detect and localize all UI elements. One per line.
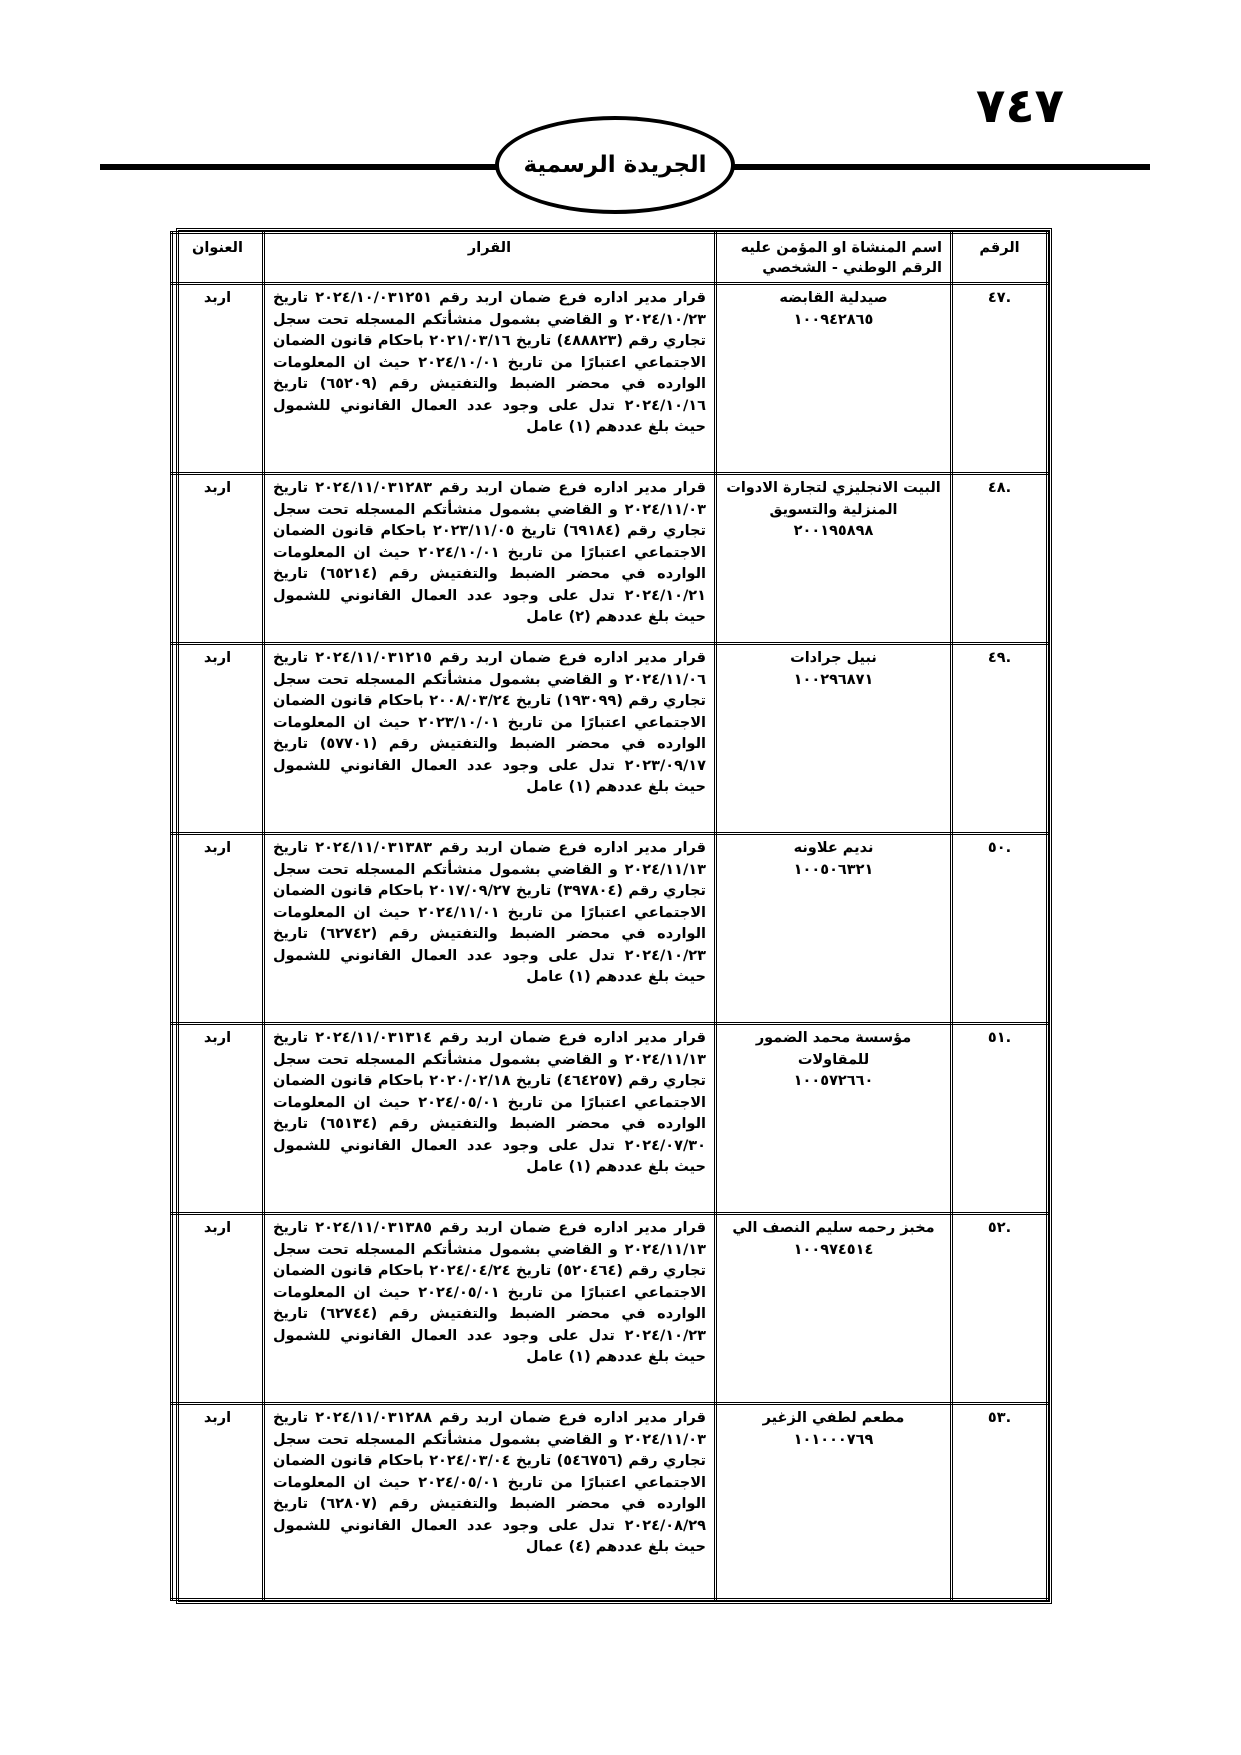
national-id: ١٠٠٩٧٤٥١٤ bbox=[793, 1241, 874, 1258]
table-row bbox=[172, 1024, 1048, 1214]
national-id: ١٠٠٩٤٢٨٦٥ bbox=[793, 311, 874, 328]
row-decision: قرار مدير اداره فرع ضمان اربد رقم ٢٠٢٤/١١/٠٣١٣١٤ تاريخ ٢٠٢٤/١١/١٣ و القاضي بشمول منشأتكم المسجله تحت سجل تجاري رقم (٤٦٤٢٥٧) تاريخ ٢٠٢٠/٠٢/١٨ باحكام قانون الضمان الاجتماعي اعتبارًا من تاريخ ٢٠٢٤/٠٥/٠١ حيث ان المعلومات الوارده في محضر الضبط والتفتيش رقم (٦٥١٣٤) تاريخ ٢٠٢٤/٠٧/٣٠ تدل على وجود عدد العمال القانوني للشمول حيث بلغ عددهم (١) عامل bbox=[264, 1024, 716, 1214]
row-name bbox=[716, 474, 952, 644]
establishment-name: مؤسسة محمد الضمور للمقاولات bbox=[755, 1030, 912, 1068]
row-decision: قرار مدير اداره فرع ضمان اربد رقم ٢٠٢٤/١١/٠٣١٢٨٣ تاريخ ٢٠٢٤/١١/٠٣ و القاضي بشمول منشأتكم المسجله تحت سجل تجاري رقم (٦٩١٨٤) تاريخ ٢٠٢٣/١١/٠٥ باحكام قانون الضمان الاجتماعي اعتبارًا من تاريخ ٢٠٢٤/١٠/٠١ حيث ان المعلومات الوارده في محضر الضبط والتفتيش رقم (٦٥٢١٤) تاريخ ٢٠٢٤/١٠/٢١ تدل على وجود عدد العمال القانوني للشمول حيث بلغ عددهم (٢) عامل bbox=[264, 474, 716, 644]
row-name bbox=[716, 284, 952, 474]
table-row bbox=[172, 1214, 1048, 1404]
row-name bbox=[716, 1214, 952, 1404]
row-address: اربد bbox=[172, 1404, 264, 1600]
header-name-line2: الرقم الوطني - الشخصي bbox=[762, 260, 942, 276]
national-id: ١٠١٠٠٠٧٦٩ bbox=[793, 1431, 874, 1448]
header-number: الرقم bbox=[952, 233, 1048, 284]
row-address: اربد bbox=[172, 284, 264, 474]
row-number: .٥٢ bbox=[952, 1214, 1048, 1404]
establishment-name: نبيل جرادات bbox=[790, 650, 877, 666]
establishment-name: البيت الانجليزي لتجارة الادوات المنزلية والتسويق bbox=[726, 480, 941, 518]
row-address: اربد bbox=[172, 644, 264, 834]
header-name-line1: اسم المنشاة او المؤمن عليه bbox=[740, 240, 942, 256]
row-number: .٤٨ bbox=[952, 474, 1048, 644]
row-number: .٤٧ bbox=[952, 284, 1048, 474]
table-row bbox=[172, 644, 1048, 834]
row-address: اربد bbox=[172, 834, 264, 1024]
national-id: ١٠٠٥٠٦٣٢١ bbox=[793, 861, 874, 878]
row-address: اربد bbox=[172, 1214, 264, 1404]
row-decision: قرار مدير اداره فرع ضمان اربد رقم ٢٠٢٤/١١/٠٣١٣٨٣ تاريخ ٢٠٢٤/١١/١٣ و القاضي بشمول منشأتكم المسجله تحت سجل تجاري رقم (٣٩٧٨٠٤) تاريخ ٢٠١٧/٠٩/٢٧ باحكام قانون الضمان الاجتماعي اعتبارًا من تاريخ ٢٠٢٤/١١/٠١ حيث ان المعلومات الوارده في محضر الضبط والتفتيش رقم (٦٢٧٤٢) تاريخ ٢٠٢٤/١٠/٢٣ تدل على وجود عدد العمال القانوني للشمول حيث بلغ عددهم (١) عامل bbox=[264, 834, 716, 1024]
row-name bbox=[716, 644, 952, 834]
row-name bbox=[716, 834, 952, 1024]
establishment-name: مخبز رحمه سليم النصف الي bbox=[732, 1220, 935, 1236]
table-header-row bbox=[172, 233, 1048, 284]
gazette-header-oval bbox=[495, 116, 735, 214]
gazette-title: الجريدة الرسمية bbox=[523, 152, 707, 178]
establishment-name: نديم علاونه bbox=[793, 840, 874, 856]
national-id: ١٠٠٥٧٢٦٦٠ bbox=[793, 1073, 874, 1089]
header-decision: القرار bbox=[264, 233, 716, 284]
decisions-table bbox=[170, 231, 1049, 1601]
table-row bbox=[172, 834, 1048, 1024]
table-row bbox=[172, 474, 1048, 644]
row-name bbox=[716, 1024, 952, 1214]
establishment-name: صيدلية القابضه bbox=[779, 290, 888, 306]
header-name bbox=[716, 233, 952, 284]
row-number: .٥٠ bbox=[952, 834, 1048, 1024]
row-number: .٥١ bbox=[952, 1024, 1048, 1214]
row-number: .٥٣ bbox=[952, 1404, 1048, 1600]
row-decision: قرار مدير اداره فرع ضمان اربد رقم ٢٠٢٤/١١/٠٣١٣٨٥ تاريخ ٢٠٢٤/١١/١٣ و القاضي بشمول منشأتكم المسجله تحت سجل تجاري رقم (٥٢٠٤٦٤) تاريخ ٢٠٢٤/٠٤/٢٤ باحكام قانون الضمان الاجتماعي اعتبارًا من تاريخ ٢٠٢٤/٠٥/٠١ حيث ان المعلومات الوارده في محضر الضبط والتفتيش رقم (٦٢٧٤٤) تاريخ ٢٠٢٤/١٠/٢٣ تدل على وجود عدد العمال القانوني للشمول حيث بلغ عددهم (١) عامل bbox=[264, 1214, 716, 1404]
row-address: اربد bbox=[172, 1024, 264, 1214]
national-id: ١٠٠٢٩٦٨٧١ bbox=[793, 671, 874, 688]
row-decision: قرار مدير اداره فرع ضمان اربد رقم ٢٠٢٤/١٠/٠٣١٢٥١ تاريخ ٢٠٢٤/١٠/٢٣ و القاضي بشمول منشأتكم المسجله تحت سجل تجاري رقم (٤٨٨٨٢٣) تاريخ ٢٠٢١/٠٣/١٦ باحكام قانون الضمان الاجتماعي اعتبارًا من تاريخ ٢٠٢٤/١٠/٠١ حيث ان المعلومات الوارده في محضر الضبط والتفتيش رقم (٦٥٢٠٩) تاريخ ٢٠٢٤/١٠/١٦ تدل على وجود عدد العمال القانوني للشمول حيث بلغ عددهم (١) عامل bbox=[264, 284, 716, 474]
row-number: .٤٩ bbox=[952, 644, 1048, 834]
row-decision: قرار مدير اداره فرع ضمان اربد رقم ٢٠٢٤/١١/٠٣١٢٨٨ تاريخ ٢٠٢٤/١١/٠٣ و القاضي بشمول منشأتكم المسجله تحت سجل تجاري رقم (٥٤٦٧٥٦) تاريخ ٢٠٢٤/٠٣/٠٤ باحكام قانون الضمان الاجتماعي اعتبارًا من تاريخ ٢٠٢٤/٠٥/٠١ حيث ان المعلومات الوارده في محضر الضبط والتفتيش رقم (٦٢٨٠٧) تاريخ ٢٠٢٤/٠٨/٢٩ تدل على وجود عدد العمال القانوني للشمول حيث بلغ عددهم (٤) عمال bbox=[264, 1404, 716, 1600]
row-address: اربد bbox=[172, 474, 264, 644]
header-address: العنوان bbox=[172, 233, 264, 284]
table-row bbox=[172, 1404, 1048, 1600]
page-number: ٧٤٧ bbox=[976, 78, 1064, 134]
decisions-table-wrapper bbox=[176, 228, 1052, 1604]
row-decision: قرار مدير اداره فرع ضمان اربد رقم ٢٠٢٤/١١/٠٣١٢١٥ تاريخ ٢٠٢٤/١١/٠٦ و القاضي بشمول منشأتكم المسجله تحت سجل تجاري رقم (١٩٣٠٩٩) تاريخ ٢٠٠٨/٠٣/٢٤ باحكام قانون الضمان الاجتماعي اعتبارًا من تاريخ ٢٠٢٣/١٠/٠١ حيث ان المعلومات الوارده في محضر الضبط والتفتيش رقم (٥٧٧٠١) تاريخ ٢٠٢٣/٠٩/١٧ تدل على وجود عدد العمال القانوني للشمول حيث بلغ عددهم (١) عامل bbox=[264, 644, 716, 834]
row-name bbox=[716, 1404, 952, 1600]
national-id: ٢٠٠١٩٥٨٩٨ bbox=[793, 523, 874, 539]
establishment-name: مطعم لطفي الزغير bbox=[762, 1410, 905, 1426]
table-row bbox=[172, 284, 1048, 474]
